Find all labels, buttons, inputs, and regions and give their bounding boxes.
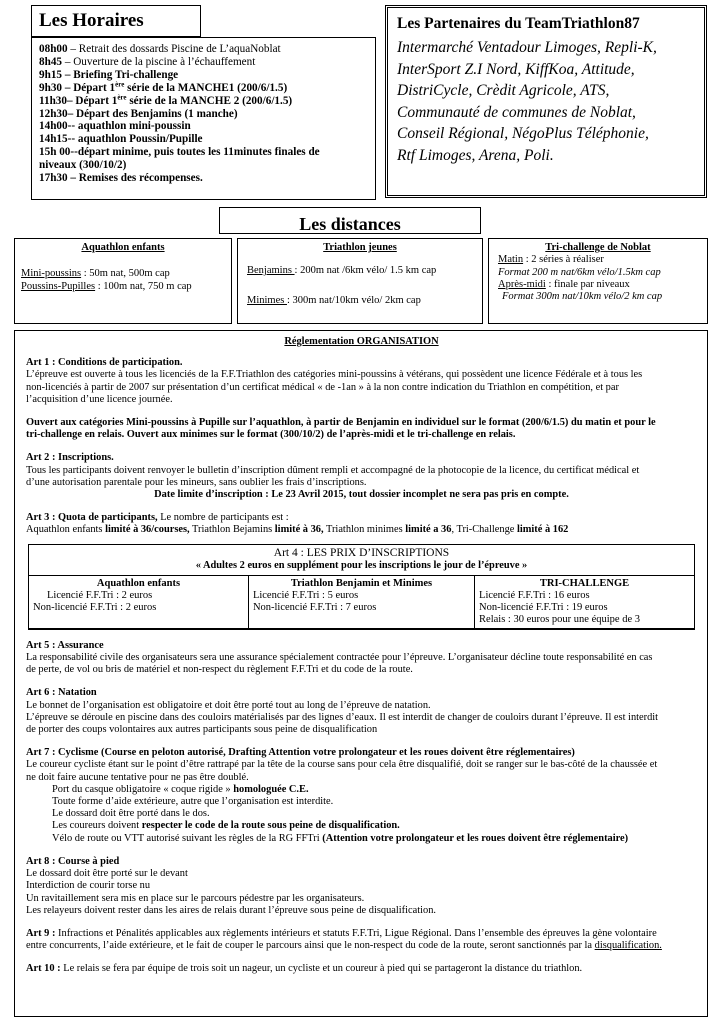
horaire-line <box>39 159 375 172</box>
distances-title: Les distances <box>299 214 401 233</box>
art-9-title: Art 9 : <box>26 927 56 939</box>
apres-midi-text: : finale par niveaux <box>545 278 630 290</box>
prix-line: Relais : 30 euros pour une équipe de 3 <box>479 613 640 625</box>
matin-text: : 2 séries à réaliser <box>523 254 604 266</box>
art-text: Un ravitaillement sera mis en place sur le parcours pédestre par les organisateurs. <box>26 892 365 904</box>
art-text: L’épreuve est ouverte à tous les licenciés de la F.F.Triathlon des catégories mini-poussins à vétérans, qui possèdent une licence Fédérale et à tous les <box>26 369 643 381</box>
art-8-title: Art 8 : Course à pied <box>26 855 120 867</box>
art-3-title: Art 3 : Quota de participants, <box>26 512 158 524</box>
trichallenge-title: Tri-challenge de Noblat <box>545 242 651 253</box>
art-text: Les relayeurs doivent rester dans les aires de relais durant l’épreuve sous peine de disqualification. <box>26 904 436 916</box>
art-text: Le coureur cycliste étant sur le point d’être rattrapé par la tête de la course sans pour cela être disqualifié, doit se ranger sur le bas-côté de la chaussée et <box>26 759 658 771</box>
horaire-text: – Remises des récompenses. <box>67 172 203 185</box>
horaire-line <box>39 69 375 82</box>
triathlon-title: Triathlon jeunes <box>323 242 397 253</box>
mini-poussins-label: Mini-poussins <box>21 268 82 280</box>
horaire-time: 9h15 <box>39 68 63 81</box>
art-text: , Tri-Challenge <box>451 524 517 536</box>
quota-value: limité à 36/courses, <box>105 524 190 536</box>
horaire-text: -- aquathlon Poussin/Pupille <box>67 133 203 146</box>
horaire-time: 14h15 <box>39 133 68 146</box>
matin-format: Format 200 m nat/6km vélo/1.5km cap <box>498 266 661 278</box>
art-text: disqualification. <box>594 940 662 952</box>
art-1 <box>26 357 697 441</box>
horaire-time: 12h30 <box>39 107 68 120</box>
prix-col-title: TRI-CHALLENGE <box>539 577 630 589</box>
art-text: de porter des coups volontaires aux autres participants sous peine de disqualification <box>26 724 378 736</box>
horaire-text: – Ouverture de la piscine à l’échauffement <box>62 55 256 68</box>
art-6 <box>26 687 697 736</box>
horaire-sup: ère <box>117 92 127 101</box>
horaire-text: – Départ 1 <box>62 81 116 94</box>
horaire-text: série de la MANCHE 2 (200/6/1.5) <box>126 94 293 107</box>
art-2-title: Art 2 : Inscriptions. <box>26 452 114 464</box>
aquathlon-title: Aquathlon enfants <box>81 242 165 253</box>
partenaires-box <box>385 5 707 198</box>
horaire-line <box>39 79 375 95</box>
art-text: Le dossard doit être porté dans le dos. <box>52 808 210 820</box>
minimes-label: Minimes <box>247 294 287 306</box>
prix-col-title: Aquathlon enfants <box>96 577 181 589</box>
horaire-time: 15h 00 <box>39 146 71 159</box>
horaire-sup: ère <box>115 79 125 88</box>
art-7-title: Art 7 : Cyclisme (Course en peloton autorisé, Drafting Attention votre prolongateur et les roues doivent être réglementaires) <box>26 747 575 759</box>
art-text: Le relais se fera par équipe de trois soit un nageur, un cycliste et un coureur à pied qui se partageront la distance du triathlon. <box>60 963 583 975</box>
horaires-title: Les Horaires <box>39 10 144 31</box>
horaire-line <box>39 108 375 121</box>
art-10 <box>26 963 697 975</box>
benjamins-label: Benjamins <box>247 265 295 277</box>
horaire-line <box>39 56 375 69</box>
prix-table <box>29 575 694 629</box>
horaire-line <box>39 172 375 185</box>
horaire-line <box>39 120 375 133</box>
mini-poussins-text: : 50m nat, 500m cap <box>81 268 170 280</box>
horaire-text: – Retrait des dossards Piscine de L’aquaNoblat <box>67 43 281 55</box>
partenaires-list <box>397 37 704 166</box>
quota-value: limité à 36, <box>274 524 324 536</box>
quota-value: limité à 162 <box>516 524 569 536</box>
art-text: (Attention votre prolongateur et les roues doivent être réglementaire) <box>322 832 629 844</box>
prix-line: Licencié F.F.Tri : 5 euros <box>252 589 359 601</box>
horaire-time: 11h30 <box>39 94 67 107</box>
art-text: respecter le code de la route sous peine de disqualification. <box>141 820 400 832</box>
art-text: La responsabilité civile des organisateurs sera une assurance spécialement contractée pour l’épreuve. L’organisateur décline toute responsabilité en cas <box>26 652 653 664</box>
art-5-title: Art 5 : Assurance <box>26 639 104 651</box>
horaire-time: 9h30 <box>39 81 63 94</box>
horaires-box <box>31 37 376 200</box>
prix-col-title: Triathlon Benjamin et Minimes <box>290 577 433 589</box>
partenaire-line: Communauté de communes de Noblat, <box>397 103 636 121</box>
art-text: ne doit faire aucune tentative pour ne pas être doublé. <box>26 771 249 783</box>
art-text: Toute forme d’aide extérieure, autre que l’organisation est interdite. <box>52 796 334 808</box>
prix-line: Non-licencié F.F.Tri : 19 euros <box>479 601 608 613</box>
horaire-text: série de la MANCHE1 (200/6/1.5) <box>124 81 288 94</box>
art-text: l’acquisition d’une licence journée. <box>26 393 173 405</box>
art-9 <box>26 928 697 952</box>
matin-label: Matin <box>498 254 524 266</box>
art-10-title: Art 10 : <box>26 963 61 975</box>
art-text: Le nombre de participants est : <box>157 512 289 524</box>
art-5 <box>26 640 697 677</box>
poussins-label: Poussins-Pupilles <box>21 280 96 292</box>
apres-midi-label: Après-midi <box>498 278 546 290</box>
art-text: Ouvert aux catégories Mini-poussins à Pupille sur l’aquathlon, à partir de Benjamin en individuel sur le format (200/6/1.5) du matin et pour le <box>26 417 656 429</box>
horaire-line <box>39 133 375 146</box>
horaire-text: – Briefing Tri-challenge <box>62 68 179 81</box>
quota-value: limité a 36 <box>405 524 452 536</box>
partenaire-line: Conseil Régional, NégoPlus Téléphonie, <box>397 125 649 142</box>
art-text: de perte, de vol ou bris de matériel et non-respect du règlement F.F.Tri et du code de la route. <box>26 664 413 676</box>
art-2 <box>26 452 697 501</box>
horaire-time: 08h00 <box>39 43 68 55</box>
art-text: L’épreuve se déroule en piscine dans des couloirs matérialisés par des lignes d’eaux. Il est interdit de changer de couloirs durant l’épreuve. Il est interdit <box>26 711 659 723</box>
art-text: Infractions et Pénalités applicables aux règlements intérieurs et statuts F.F.Tri, Ligue Régional. Dans l’ensemble des épreuves la gène volontaire <box>55 927 657 939</box>
art-text: non-licenciés à partir de 2007 sur présentation d’un certificat médical « de -1an » à la non contre indication du Triathlon en compétition, et par <box>26 381 619 393</box>
art-text: Triathlon minimes <box>323 524 406 536</box>
horaire-time: 17h30 <box>39 172 68 185</box>
art-4-subtitle: « Adultes 2 euros en supplément pour les inscriptions le jour de l’épreuve » <box>195 559 528 571</box>
art-text: homologuée C.E. <box>233 783 309 795</box>
prix-col-aquathlon <box>29 575 248 628</box>
art-text: Le bonnet de l’organisation est obligatoire et doit être porté tout au long de l’épreuve de natation. <box>26 699 431 711</box>
art-1-title: Art 1 : Conditions de participation. <box>26 357 183 369</box>
art-8 <box>26 856 697 917</box>
horaires-title-box <box>31 5 201 37</box>
art-text: Port du casque obligatoire « coque rigide » <box>52 783 234 795</box>
art-text: Les coureurs doivent <box>52 820 142 832</box>
art-text: Aquathlon enfants <box>26 524 106 536</box>
horaire-line <box>39 92 375 108</box>
partenaires-title: Les Partenaires du TeamTriathlon87 <box>397 15 640 32</box>
distances-trichallenge-box <box>488 238 708 324</box>
prix-col-trichallenge <box>475 575 694 628</box>
partenaire-line: Intermarché Ventadour Limoges, Repli-K, <box>397 39 657 56</box>
art-4-title: Art 4 : LES PRIX D’INSCRIPTIONS <box>273 546 450 559</box>
reglement-title: Réglementation ORGANISATION <box>284 336 439 347</box>
horaire-text: – Départ 1 <box>66 94 118 107</box>
apres-midi-format: Format 300m nat/10km vélo/2 km cap <box>502 291 663 303</box>
benjamins-text: : 200m nat /6km vélo/ 1.5 km cap <box>294 265 437 277</box>
poussins-text: : 100m nat, 750 m cap <box>95 280 192 292</box>
art-text: tri-challenge en relais. Ouvert aux minimes sur le format (300/10/2) de l’après-midi et le tri-challenge en relais. <box>26 429 516 441</box>
partenaire-line: Rtf Limoges, Arena, Poli. <box>397 146 554 164</box>
partenaire-line: InterSport Z.I Nord, KiffKoa, Attitude, <box>397 60 635 78</box>
art-text: Vélo de route ou VTT autorisé suivant les règles de la RG FFTri <box>52 832 323 844</box>
distances-triathlon-box <box>237 238 483 324</box>
horaire-line <box>39 43 375 56</box>
horaire-line <box>39 146 375 159</box>
partenaire-line: DistriCycle, Crèdit Agricole, ATS, <box>397 82 610 99</box>
horaire-time: 14h00 <box>39 120 68 133</box>
prix-line: Non-licencié F.F.Tri : 2 euros <box>33 601 157 613</box>
art-text: Triathlon Bejamins <box>189 524 275 536</box>
prix-col-triathlon <box>248 575 474 628</box>
horaire-text: --départ minime, puis toutes les 11minutes finales de <box>70 146 320 159</box>
art-6-title: Art 6 : Natation <box>26 687 97 699</box>
prix-line: Non-licencié F.F.Tri : 7 euros <box>252 601 377 613</box>
horaire-time: 8h45 <box>39 55 63 68</box>
art-text: d’une autorisation parentale pour les mineurs, sans oublier les frais d’inscriptions. <box>26 476 367 488</box>
reglement-box <box>14 330 708 1017</box>
horaire-text: -- aquathlon mini-poussin <box>67 120 191 133</box>
prix-line: Licencié F.F.Tri : 16 euros <box>479 589 590 601</box>
art-text: Tous les participants doivent renvoyer le bulletin d’inscription dûment rempli et accompagné de la photocopie de la licence, du certificat médical et <box>26 464 640 476</box>
distances-title-box <box>219 207 481 234</box>
horaire-text: – Départ des Benjamins (1 manche) <box>67 107 238 120</box>
prix-line: Licencié F.F.Tri : 2 euros <box>47 589 153 601</box>
art-4-prix-box <box>28 544 695 630</box>
art-7 <box>26 747 697 845</box>
distances-aquathlon-box <box>14 238 232 324</box>
art-text: Interdiction de courir torse nu <box>26 880 151 892</box>
art-text: entre concurrents, l’aide extérieure, et le fait de couper le parcours ainsi que le non-respect du code de la route, seront sanctionnés par la <box>26 940 595 952</box>
art-3 <box>26 512 697 536</box>
deadline-text: Date limite d’inscription : Le 23 Avril 2015, tout dossier incomplet ne sera pas pris en compte. <box>154 489 569 501</box>
art-text: Le dossard doit être porté sur le devant <box>26 868 188 880</box>
minimes-text: : 300m nat/10km vélo/ 2km cap <box>286 294 421 306</box>
horaire-text: niveaux (300/10/2) <box>39 159 127 172</box>
